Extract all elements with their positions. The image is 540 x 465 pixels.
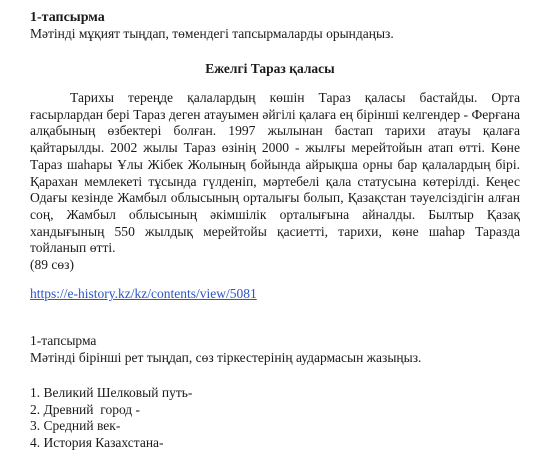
source-link[interactable]: https://e-history.kz/kz/contents/view/5081 (30, 286, 257, 301)
task-instruction: Мәтінді мұқият тыңдап, төмендегі тапсырмаларды орындаңыз. (30, 26, 394, 41)
phrase-item: 3. Средний век- (30, 418, 121, 433)
phrase-item: 1. Великий Шелковый путь- (30, 385, 193, 400)
text-paragraph: Тарихы тереңде қалалардың көшін Тараз қаласы бастайды. Орта ғасырлардан бері Тараз деген атауымен әйгілі қалаға ең бірінші келгендер - Ферғана алқабының өзбектері болған. 1997 жылынан бастап тарихи атауы қалаға қайтарылды. 2002 жылы Тараз өзінің 2000 - жылғы мерейтойын атап өтті. Көне Тараз шаһары Ұлы Жібек Жолының бойында айрықша орны бар қалалардың бірі. Қарахан мемлекеті тұсында гүлденіп, мәртебелі қала статусына көтерілді. Кеңес Одағы кезінде Жамбыл облысының орталығы болып, Қазақстан тәуелсіздігін алған соң, Жамбыл облысының әкімшілік орталығына айналды. Былтыр Қазақ хандығының 550 жылдық мерейтойы қасиетті, тарихи, көне шаһар Таразда тойланып өтті. (30, 90, 520, 256)
phrase-item: 4. История Казахстана- (30, 434, 164, 450)
phrase-list (30, 385, 192, 451)
text-title: Ежелгі Тараз қаласы (205, 61, 335, 76)
phrase-item: 2. Древний город - (30, 401, 141, 417)
task2-title: 1-тапсырма (30, 333, 97, 348)
task2-instruction: Мәтінді бірінші рет тыңдап, сөз тіркестерінің аудармасын жазыңыз. (30, 350, 422, 365)
word-count: (89 сөз) (30, 257, 74, 272)
task-title: 1-тапсырма (30, 10, 105, 25)
